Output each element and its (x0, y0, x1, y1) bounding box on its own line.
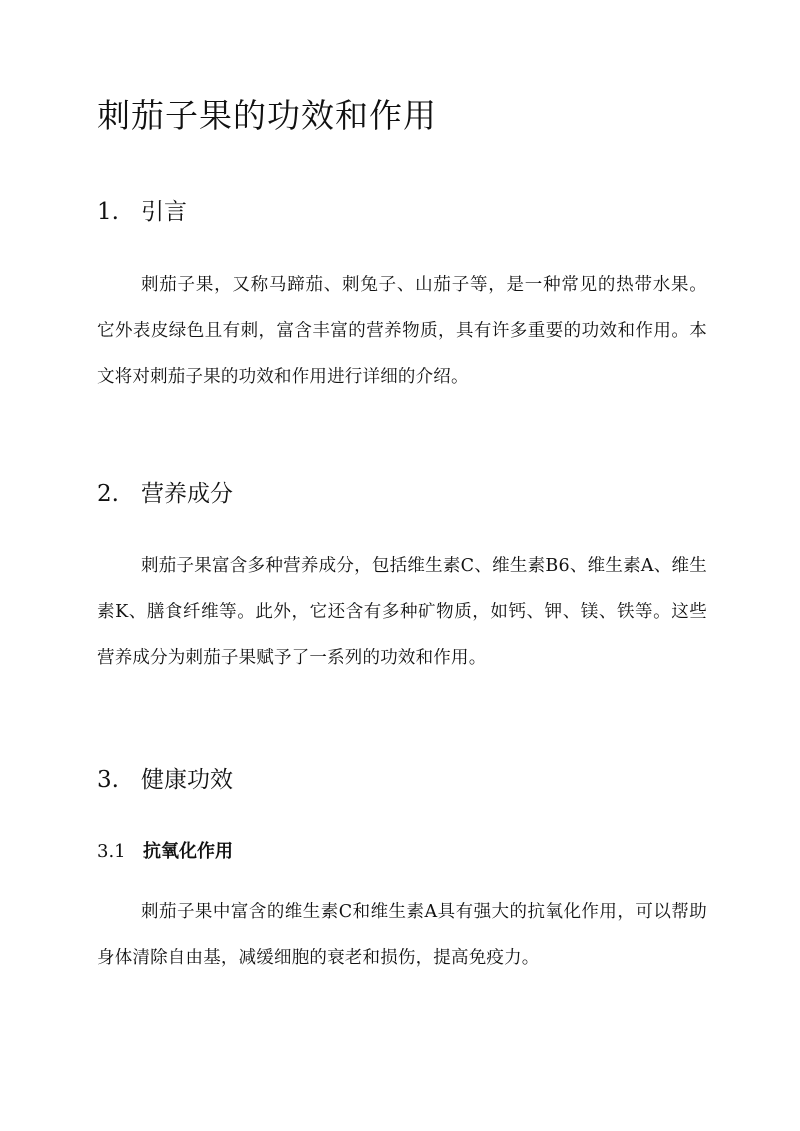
subsection-number: 3.1 (97, 841, 126, 862)
document-title: 刺茄子果的功效和作用 (97, 96, 437, 135)
section-number: 1. (97, 199, 119, 225)
section-paragraph-introduction: 刺茄子果，又称马蹄茄、刺兔子、山茄子等，是一种常见的热带水果。它外表皮绿色且有刺，富含丰富的营养物质，具有许多重要的功效和作用。本文将对刺茄子果的功效和作用进行详细的介绍。 (97, 275, 707, 387)
section-number: 3. (97, 767, 119, 793)
section-number: 2. (97, 481, 119, 507)
section-title: 引言 (141, 199, 187, 225)
section-title: 营养成分 (141, 481, 233, 507)
section-heading-nutrition (97, 477, 697, 511)
subsection-paragraph-antioxidant: 刺茄子果中富含的维生素C和维生素A具有强大的抗氧化作用，可以帮助身体清除自由基，减缓细胞的衰老和损伤，提高免疫力。 (97, 902, 707, 968)
section-heading-health-benefits (97, 763, 697, 797)
section-heading-introduction (97, 195, 697, 229)
subsection-title: 抗氧化作用 (143, 841, 233, 862)
section-paragraph-nutrition: 刺茄子果富含多种营养成分，包括维生素C、维生素B6、维生素A、维生素K、膳食纤维等。此外，它还含有多种矿物质，如钙、钾、镁、铁等。这些营养成分为刺茄子果赋予了一系列的功效和作用。 (97, 556, 707, 668)
subsection-heading-antioxidant (97, 838, 697, 866)
section-title: 健康功效 (141, 767, 233, 793)
